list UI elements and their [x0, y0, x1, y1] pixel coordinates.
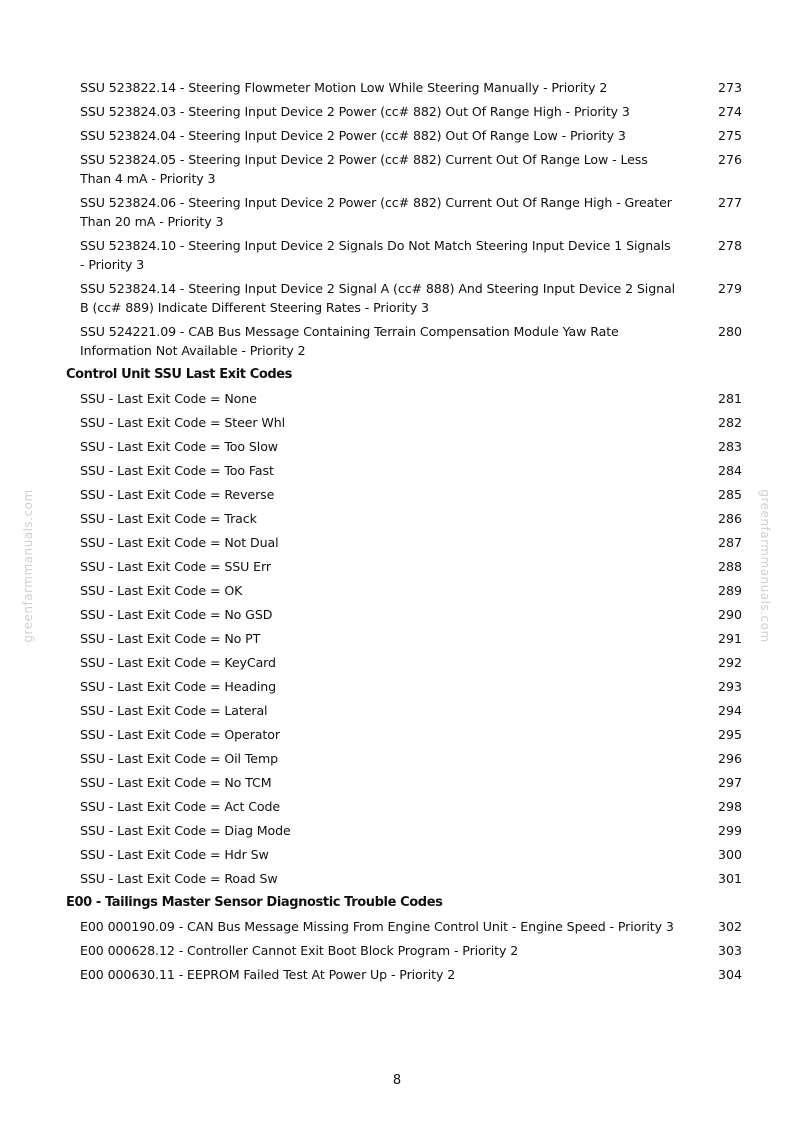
toc-entry-page: 294 [717, 703, 742, 718]
toc-entry-title: SSU - Last Exit Code = No PT [80, 631, 261, 646]
toc-entry-page: 297 [717, 775, 742, 790]
toc-entry-title: SSU 523824.06 - Steering Input Device 2 Power (cc# 882) Current Out Of Range High - Greater Than 20 mA - Priority 3 [80, 195, 672, 229]
toc-entry[interactable] [0, 555, 794, 579]
toc-entry-title: SSU - Last Exit Code = Heading [80, 679, 277, 694]
toc-entry-title: SSU - Last Exit Code = No TCM [80, 775, 272, 790]
toc-entry[interactable] [0, 915, 794, 939]
toc-entry-page: 276 [717, 152, 742, 167]
toc-entry[interactable] [0, 963, 794, 987]
toc-entry-title: SSU - Last Exit Code = Not Dual [80, 535, 279, 550]
toc-entry-title: SSU 523824.14 - Steering Input Device 2 Signal A (cc# 888) And Steering Input Device 2 Signal B (cc# 889) Indicate Different Steering Rates - Priority 3 [80, 281, 675, 315]
toc-entry[interactable] [0, 124, 794, 148]
toc-entry-title: SSU - Last Exit Code = Road Sw [80, 871, 278, 886]
watermark-left: greenfarmmanuals.com [21, 489, 35, 643]
toc-entry[interactable] [0, 435, 794, 459]
toc-entry-page: 287 [717, 535, 742, 550]
toc-entry-title: SSU - Last Exit Code = Steer Whl [80, 415, 285, 430]
toc-entry[interactable] [0, 747, 794, 771]
toc-entry-page: 281 [717, 391, 742, 406]
toc-entry-title: SSU - Last Exit Code = Too Fast [80, 463, 274, 478]
toc-entry[interactable] [0, 627, 794, 651]
toc-entry-page: 288 [717, 559, 742, 574]
toc-entry-title: SSU - Last Exit Code = Track [80, 511, 257, 526]
toc-entry-title: SSU - Last Exit Code = Diag Mode [80, 823, 291, 838]
toc-entry-page: 300 [717, 847, 742, 862]
toc-entry[interactable] [0, 939, 794, 963]
toc-entry-title: SSU - Last Exit Code = Operator [80, 727, 280, 742]
toc-entry-title: SSU - Last Exit Code = No GSD [80, 607, 273, 622]
toc-entry[interactable] [0, 531, 794, 555]
toc-entry-page: 295 [717, 727, 742, 742]
toc-entry-title: SSU 524221.09 - CAB Bus Message Containing Terrain Compensation Module Yaw Rate Information Not Available - Priority 2 [80, 324, 619, 358]
toc-entry[interactable] [0, 795, 794, 819]
toc-entry-title: SSU - Last Exit Code = SSU Err [80, 559, 271, 574]
toc-entry[interactable] [0, 483, 794, 507]
toc-entry[interactable] [0, 867, 794, 891]
toc-entry-page: 277 [717, 195, 742, 210]
toc-entry-title: SSU - Last Exit Code = KeyCard [80, 655, 276, 670]
toc-entry-title: SSU - Last Exit Code = Lateral [80, 703, 268, 718]
toc-entry-page: 296 [717, 751, 742, 766]
toc-entry-page: 304 [717, 967, 742, 982]
toc-entry[interactable] [0, 579, 794, 603]
toc-entry-page: 299 [717, 823, 742, 838]
toc-entry-page: 301 [717, 871, 742, 886]
toc-entry[interactable] [0, 819, 794, 843]
toc-entry-page: 279 [717, 281, 742, 296]
toc-entry-page: 285 [717, 487, 742, 502]
watermark-right: greenfarmmanuals.com [758, 489, 772, 643]
toc-entry[interactable] [0, 651, 794, 675]
toc-entry-title: SSU 523824.10 - Steering Input Device 2 Signals Do Not Match Steering Input Device 1 Signals - Priority 3 [80, 238, 671, 272]
toc-entry[interactable] [0, 675, 794, 699]
toc-entry-page: 291 [717, 631, 742, 646]
toc-entry[interactable] [0, 191, 794, 234]
toc-entry-page: 302 [717, 919, 742, 934]
toc-entry-page: 282 [717, 415, 742, 430]
toc-entry[interactable] [0, 771, 794, 795]
toc-entry-page: 274 [717, 104, 742, 119]
toc-entry[interactable] [0, 459, 794, 483]
toc-entry[interactable] [0, 843, 794, 867]
toc-entry-title: E00 000630.11 - EEPROM Failed Test At Power Up - Priority 2 [80, 967, 456, 982]
toc-entry-page: 293 [717, 679, 742, 694]
toc-entry-title: SSU 523824.03 - Steering Input Device 2 Power (cc# 882) Out Of Range High - Priority 3 [80, 104, 630, 119]
toc-entry[interactable] [0, 234, 794, 277]
toc-entry[interactable] [0, 603, 794, 627]
toc-entry-title: SSU - Last Exit Code = Too Slow [80, 439, 279, 454]
toc-entry-title: SSU 523822.14 - Steering Flowmeter Motion Low While Steering Manually - Priority 2 [80, 80, 608, 95]
toc-entry[interactable] [0, 100, 794, 124]
toc-entry-title: SSU - Last Exit Code = Oil Temp [80, 751, 279, 766]
toc-entry-title: SSU 523824.05 - Steering Input Device 2 Power (cc# 882) Current Out Of Range Low - Less Than 4 mA - Priority 3 [80, 152, 648, 186]
toc-entry[interactable] [0, 76, 794, 100]
table-of-contents [0, 76, 794, 987]
toc-entry[interactable] [0, 277, 794, 320]
toc-entry-page: 284 [717, 463, 742, 478]
toc-entry-title: SSU 523824.04 - Steering Input Device 2 Power (cc# 882) Out Of Range Low - Priority 3 [80, 128, 626, 143]
toc-entry-title: SSU - Last Exit Code = None [80, 391, 257, 406]
toc-entry-page: 286 [717, 511, 742, 526]
toc-entry-title: E00 000628.12 - Controller Cannot Exit Boot Block Program - Priority 2 [80, 943, 519, 958]
toc-entry-page: 283 [717, 439, 742, 454]
toc-entry-page: 303 [717, 943, 742, 958]
page-number: 8 [392, 1073, 402, 1088]
toc-entry[interactable] [0, 507, 794, 531]
toc-entry-page: 280 [717, 324, 742, 339]
toc-entry-page: 292 [717, 655, 742, 670]
section-heading: E00 - Tailings Master Sensor Diagnostic Trouble Codes [66, 895, 443, 910]
toc-entry-title: SSU - Last Exit Code = Act Code [80, 799, 281, 814]
toc-entry[interactable] [0, 723, 794, 747]
toc-entry[interactable] [0, 699, 794, 723]
toc-entry-page: 278 [717, 238, 742, 253]
toc-entry[interactable] [0, 148, 794, 191]
toc-entry-title: SSU - Last Exit Code = Reverse [80, 487, 275, 502]
toc-entry-title: SSU - Last Exit Code = OK [80, 583, 243, 598]
toc-entry[interactable] [0, 411, 794, 435]
section-heading: Control Unit SSU Last Exit Codes [66, 367, 293, 382]
toc-entry[interactable] [0, 387, 794, 411]
toc-entry-title: SSU - Last Exit Code = Hdr Sw [80, 847, 269, 862]
toc-entry-page: 289 [717, 583, 742, 598]
toc-entry[interactable] [0, 320, 794, 363]
toc-entry-title: E00 000190.09 - CAN Bus Message Missing From Engine Control Unit - Engine Speed - Priority 3 [80, 919, 674, 934]
toc-entry-page: 273 [717, 80, 742, 95]
toc-entry-page: 290 [717, 607, 742, 622]
toc-entry-page: 298 [717, 799, 742, 814]
toc-entry-page: 275 [717, 128, 742, 143]
